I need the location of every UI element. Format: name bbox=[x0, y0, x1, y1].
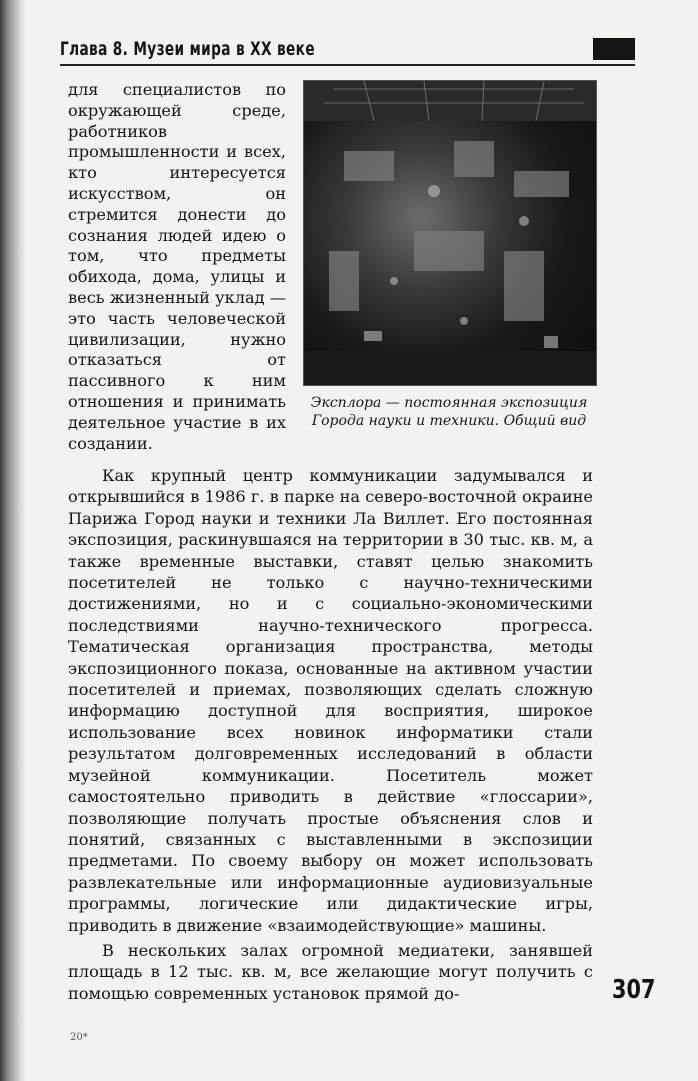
figure-caption: Эксплора — постоянная экспозиция Города науки и техники. Общий вид bbox=[310, 395, 588, 429]
column-text: для специалистов по окружающей среде, работников промышленности и всех, кто интересуется искусством, он стремится донести до сознания людей идею о том, что предметы обихода, дома, улицы и весь жизненный уклад — это часть человеческой цивилизации, нужно отказаться от пассивного к ним отношения и принимать деятельное участие в их создании. bbox=[68, 80, 286, 453]
chapter-title: Глава 8. Музеи мира в XX веке bbox=[60, 38, 315, 60]
exhibition-photo bbox=[303, 80, 597, 386]
signature-mark: 20* bbox=[70, 1032, 88, 1043]
body-text bbox=[68, 465, 593, 1008]
paragraph: Как крупный центр коммуникации задумывался и открывшийся в 1986 г. в парке на северо-восточной окраине Парижа Город науки и техники Ла Виллет. Его постоянная экспозиция, раскинувшаяся на территории в 30 тыс. кв. м, а также временные выставки, ставят целью знакомить посетителей не только с научно-техническими достижениями, но и с социально-экономическими последствиями научно-технического прогресса. Тематическая организация пространства, методы экспозиционного показа, основанные на активном участии посетителей и приемах, позволяющих сделать сложную информацию доступной для восприятия, широкое использование всех новинок информатики стали результатом долговременных исследований в области музейной коммуникации. Посетитель может самостоятельно приводить в действие «глоссарии», позволяющие получать простые объяснения слов и понятий, связанных с выставленными в экспозиции предметами. По своему выбору он может использовать развлекательные или информационные аудиовизуальные программы, логические или дидактические игры, приводить в движение «взаимодействующие» машины. bbox=[68, 466, 593, 935]
running-head bbox=[60, 38, 635, 66]
page-number: 307 bbox=[612, 975, 656, 1005]
header-black-bar bbox=[593, 38, 635, 60]
book-spine-shadow bbox=[0, 0, 26, 1081]
paragraph: В нескольких залах огромной медиатеки, занявшей площадь в 12 тыс. кв. м, все желающие могут получить с помощью современных установок прямой до- bbox=[68, 940, 593, 1003]
